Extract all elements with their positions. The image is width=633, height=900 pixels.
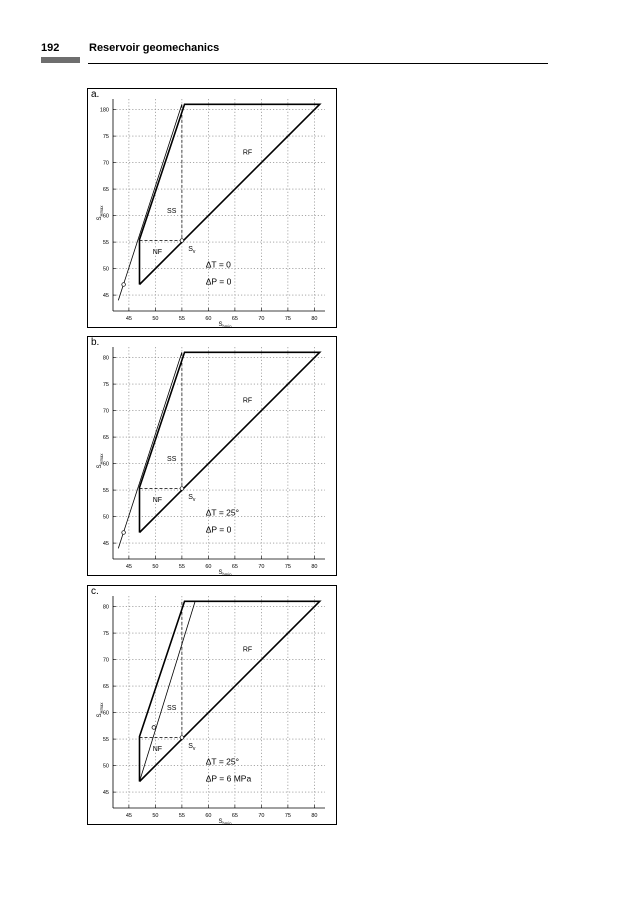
y-tick-label: 70 xyxy=(102,160,109,167)
condition-label: ΔT = 0 xyxy=(205,259,231,270)
x-tick-label: 60 xyxy=(205,316,212,322)
y-tick-label: 80 xyxy=(102,604,109,611)
x-tick-label: 45 xyxy=(125,813,132,819)
x-tick-label: 75 xyxy=(284,564,291,570)
x-tick-label: 50 xyxy=(152,813,159,819)
x-axis-label-sub: hmin xyxy=(222,572,232,577)
region-label-rf: RF xyxy=(242,397,253,405)
panel-label: b. xyxy=(91,337,100,348)
y-tick-label: 75 xyxy=(102,134,109,141)
region-label-nf: NF xyxy=(152,496,163,504)
figure-panel-b xyxy=(87,336,337,576)
x-tick-label: 60 xyxy=(205,813,212,819)
sv-point xyxy=(180,239,184,243)
region-label-ss: SS xyxy=(167,207,177,215)
x-axis-label: $S_{hmin}$ xyxy=(218,322,232,329)
region-label-sub: v xyxy=(192,746,196,753)
x-tick-label: 75 xyxy=(284,813,291,819)
condition-label: ΔP = 0 xyxy=(205,276,232,287)
y-tick-label: 65 xyxy=(102,435,109,442)
x-tick-label: 60 xyxy=(205,564,212,570)
condition-label: ΔP = 0 xyxy=(205,524,232,535)
y-tick-label: 65 xyxy=(102,684,109,691)
x-tick-label: 65 xyxy=(231,813,238,819)
header-rule xyxy=(88,63,548,64)
region-label-sv: $S_v$ xyxy=(188,494,196,504)
region-label-ss: SS xyxy=(167,455,177,463)
x-tick-label: 70 xyxy=(258,316,265,322)
stress-polygon-chart xyxy=(88,586,336,824)
x-tick-label: 55 xyxy=(178,316,185,322)
x-tick-label: 45 xyxy=(125,564,132,570)
header-bar xyxy=(41,57,80,63)
x-tick-label: 55 xyxy=(178,813,185,819)
x-tick-label: 75 xyxy=(284,316,291,322)
frictional-limit-polygon xyxy=(140,104,320,284)
sv-point xyxy=(180,736,184,740)
x-tick-label: 65 xyxy=(231,564,238,570)
frictional-limit-polygon xyxy=(140,352,320,532)
x-tick-label: 45 xyxy=(125,316,132,322)
figure-panel-c xyxy=(87,585,337,825)
y-tick-label: 55 xyxy=(102,240,109,247)
figure-panel-a xyxy=(87,88,337,328)
y-tick-label: 45 xyxy=(102,790,109,797)
sv-point xyxy=(180,487,184,491)
y-tick-label: 60 xyxy=(102,213,109,220)
tensile-point xyxy=(122,283,126,287)
stress-polygon-chart xyxy=(88,89,336,327)
x-tick-label: 80 xyxy=(311,564,318,570)
tensile-point xyxy=(122,531,126,535)
y-tick-label: 65 xyxy=(102,187,109,194)
tensile-point xyxy=(152,726,156,730)
x-tick-label: 50 xyxy=(152,564,159,570)
y-tick-label: 75 xyxy=(102,631,109,638)
y-axis-label: $S_{Hmax}$ xyxy=(97,453,104,469)
x-tick-label: 80 xyxy=(311,316,318,322)
panel-label: a. xyxy=(91,89,100,100)
condition-label: ΔP = 6 MPa xyxy=(205,773,252,784)
page-number: 192 xyxy=(41,42,60,54)
y-axis-label-sub: Hmax xyxy=(99,453,104,465)
region-label-rf: RF xyxy=(242,149,253,157)
y-axis-label: $S_{Hmax}$ xyxy=(97,205,104,221)
x-tick-label: 55 xyxy=(178,564,185,570)
region-label-sv: $S_v$ xyxy=(188,246,196,256)
x-axis-label-sub: hmin xyxy=(222,821,232,826)
running-title: Reservoir geomechanics xyxy=(89,42,220,54)
y-tick-label: 50 xyxy=(102,266,109,273)
x-axis-label: $S_{hmin}$ xyxy=(218,819,232,826)
y-tick-label: 70 xyxy=(102,408,109,415)
y-tick-label: 45 xyxy=(102,541,109,548)
stress-polygon-chart xyxy=(88,337,336,575)
region-label-nf: NF xyxy=(152,248,163,256)
y-axis-label-sub: Hmax xyxy=(99,702,104,714)
y-tick-label: 55 xyxy=(102,488,109,495)
x-tick-label: 50 xyxy=(152,316,159,322)
region-label-rf: RF xyxy=(242,646,253,654)
y-tick-label: 75 xyxy=(102,382,109,389)
tensile-fracture-line xyxy=(118,104,182,300)
y-tick-label: 60 xyxy=(102,710,109,717)
condition-label: ΔT = 25° xyxy=(205,507,240,518)
y-tick-label: 55 xyxy=(102,737,109,744)
region-label-nf: NF xyxy=(152,745,163,753)
region-label-ss: SS xyxy=(167,704,177,712)
x-axis-label-sub: hmin xyxy=(222,324,232,329)
x-tick-label: 70 xyxy=(258,564,265,570)
y-axis-label: $S_{Hmax}$ xyxy=(97,702,104,718)
y-tick-label: 50 xyxy=(102,514,109,521)
y-axis-label-sub: Hmax xyxy=(99,205,104,217)
tensile-fracture-line xyxy=(118,352,182,548)
y-tick-label: 50 xyxy=(102,763,109,770)
y-tick-label: 70 xyxy=(102,657,109,664)
condition-label: ΔT = 25° xyxy=(205,756,240,767)
y-tick-label: 45 xyxy=(102,293,109,300)
y-tick-label: 80 xyxy=(102,355,109,362)
x-tick-label: 80 xyxy=(311,813,318,819)
x-tick-label: 70 xyxy=(258,813,265,819)
panel-label: c. xyxy=(91,586,99,597)
region-label-sub: v xyxy=(192,249,196,256)
region-label-sub: v xyxy=(192,497,196,504)
frictional-limit-polygon xyxy=(140,601,320,781)
y-tick-label: 180 xyxy=(99,107,109,114)
x-axis-label: $S_{hmin}$ xyxy=(218,570,232,577)
x-tick-label: 65 xyxy=(231,316,238,322)
y-tick-label: 60 xyxy=(102,461,109,468)
region-label-sv: $S_v$ xyxy=(188,743,196,753)
